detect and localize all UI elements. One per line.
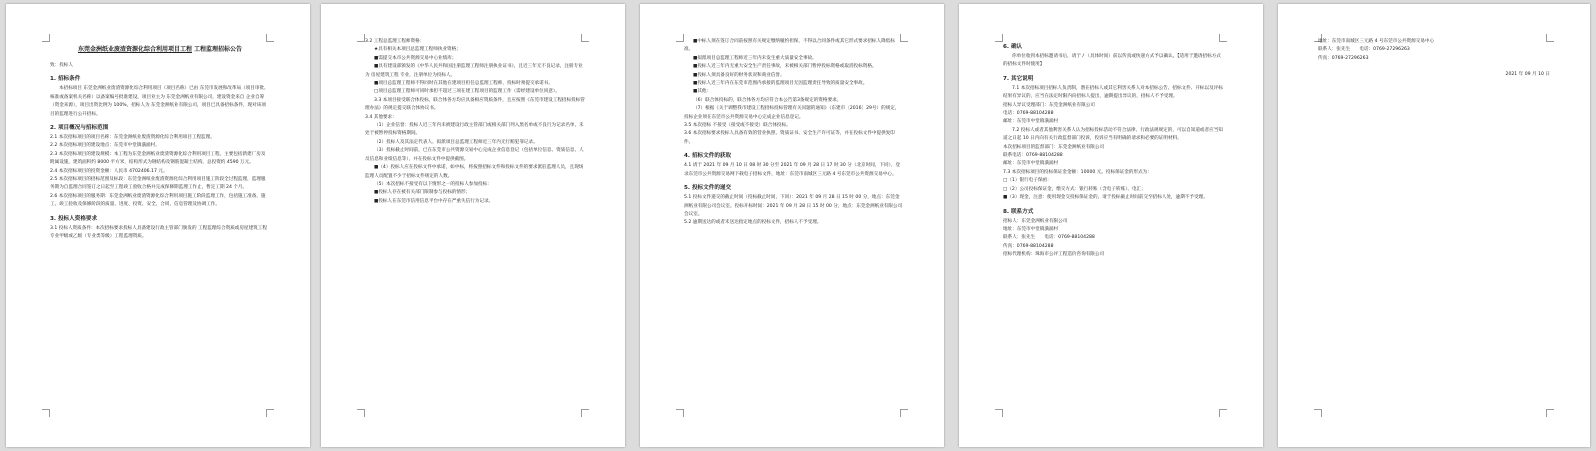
document-title: 东莞金洲纸业废渣资源化综合利用项目工程 工程监理招标公告 (77, 46, 243, 53)
paragraph: 5.1 投标文件递交的截止时间（投标截止时间，下同）：2021 年 09 月 28 日 15 时 00 分，地点：东莞金洲纸业有限公司会议室。投标开标时间：2021 年 09 月 28 日 15 时 00 分，地点：东莞金洲纸业有限公司会议室。 (684, 195, 903, 217)
paragraph: 5.2 逾期送达的或者未送达指定地点的投标文件，招标人不予受理。 (684, 220, 822, 226)
paragraph: ■（3）现金，注意：使用现金交投标保证金的，请于投标截止时间前交至招标人处，逾期不予受理。 (1003, 195, 1208, 201)
paragraph: 4.1 请于 2021 年 09 月 10 日 08 时 30 分至 2021 年 09 月 28 日 17 时 30 分（北京时间，下同），登录东莞市公共资源交易网下载电子招标文件，地址：东莞市南城区三元路 4 号东莞市公共资源交易中心。 (684, 163, 901, 177)
document-date: 2021 年 09 月 10 日 (1505, 72, 1550, 78)
paragraph: 3.6 本次招标要求投标人具备有效的营业执照、资质证书、安全生产许可证等，并在投标文件中提供复印件。 (684, 131, 895, 145)
paragraph: □（1）银行电子保函： (1003, 178, 1052, 184)
paragraph: 联系电话：0769-88104288 (1003, 153, 1063, 159)
document-page-3[interactable] (640, 4, 944, 447)
paragraph: （7）根据《关于调整我市建设工程招标投标管理有关问题的通知》（东建市〔2016〕29号）的规定，投标企业须在东莞市公共资源交易中心完成企业信息登记。 (684, 106, 900, 120)
paragraph: 7.3 本次招标项目的投标保证金金额：10000 元。投标保证金的形式为： (1003, 169, 1152, 175)
crop-mark (900, 409, 908, 417)
paragraph: ■投标人存在被有关部门限制参与投标的情形； (374, 190, 471, 196)
paragraph: 地址：东莞市中堂镇潢涌村 (1003, 226, 1059, 232)
paragraph: 招标代理机构：珠海市公评工程造价咨询有限公司 (1003, 252, 1105, 258)
paragraph: 本招标项目 东莞金洲纸业废渣资源化综合利用项目（项目名称）已由 东莞市发展和改革局（项目审批、核准或备案机关名称）以备案编号批准建设，项目业主为 东莞金洲纸业有限公司，建设资金来自 企业自筹（资金来源），项目出资比例为 100%，招标人为 东莞金洲纸业有限公司，项目已具备招标条件，现对该项目的监理进行公开招标。 (50, 86, 269, 117)
paragraph: ■需提交本市公共资源交易中心业绩库； (374, 55, 457, 61)
paragraph: （6）联合体投标的，联合体各方均应符合本公告第3条规定的资格要求。 (693, 97, 842, 103)
paragraph: （3）投标截止时间前，已在东莞市公共资源交易中心完成企业信息登记（包括单位信息、资质信息、人员信息和业绩信息等），并在投标文件中提供截图。 (365, 148, 584, 162)
paragraph: 2.4 本次招标项目的投资金额：人民币 4702406.17 元。 (50, 168, 168, 174)
section-heading: 8. 联系方式 (1003, 208, 1034, 215)
paragraph: 联系人：张先生 电话：0769-27296263 (1318, 47, 1410, 53)
paragraph: ■其他： (693, 89, 712, 95)
paragraph: 3.3 本项目接受联合体投标，联合体各方均应具备相应资质条件，且应按照《东莞市建设工程招标投标管理办法》的规定提交联合体协议书。 (365, 97, 585, 112)
paragraph: 3.2 工程总监理工程师资格： (365, 39, 425, 44)
paragraph: 招标人：东莞金洲纸业有限公司 (1003, 218, 1068, 224)
crop-mark (357, 409, 365, 417)
paragraph: 地址：东莞市南城区三元路 4 号东莞市公共资源交易中心 (1318, 39, 1435, 44)
paragraph: 传真：0769-27296263 (1318, 55, 1369, 61)
paragraph: 3.1 投标人资质条件：本次招标要求投标人具备建设行政主管部门颁发的 工程监理综合资质或房屋建筑工程专业甲级或乙级（专业类等级）工程监理资质。 (50, 225, 267, 240)
paragraph: ■中标人须在签订合同前按照有关规定缴纳履约担保，不得以合同条件或其它形式要求招标人降低标准。 (684, 39, 895, 53)
paragraph: 传真：0769-88104288 (1003, 243, 1054, 249)
section-heading: 5. 投标文件的递交 (684, 185, 732, 192)
crop-mark (676, 34, 684, 42)
section-heading: 2. 项目概况与招标范围 (50, 125, 109, 132)
crop-mark (676, 409, 684, 417)
paragraph: ■投标人在东莞市信用信息平台中存在严重失信行为记录。 (374, 198, 494, 204)
paragraph: 电话：0769-88104288 (1003, 111, 1054, 117)
paragraph: 邮址：东莞市中堂镇潢涌村 (1003, 161, 1059, 167)
crop-mark (581, 409, 589, 417)
paragraph: 3.4 其他要求： (365, 114, 397, 120)
crop-mark (266, 409, 274, 417)
section-heading: 1. 招标条件 (50, 76, 81, 83)
paragraph: ■项目总监理工程师不得同时在其他在建项目担任总监理工程师，投标时须提交承诺书。 (374, 81, 553, 87)
paragraph: 2.5 本次招标项目的招标范围及标段：东莞金洲纸业废渣资源化综合利用项目施工阶段全过程监理，监理服务期为自监理合同签订之日起至工程竣工验收合格并完成保修期监理工作止，暂定工期 24 个月。 (50, 177, 266, 191)
paragraph: 本次招标项目的监督部门：东莞金洲纸业有限公司 (1003, 144, 1105, 150)
paragraph: 2.2 本次招标项目的建设地点：东莞市中堂镇潢涌村。 (50, 143, 160, 149)
document-page-5[interactable] (1278, 4, 1590, 447)
paragraph: 7.2 投标人或者其他利害关系人认为招标投标活动不符合法律、行政法规规定的，可以自知道或者应当知道之日起 10 日内向有关行政监督部门投诉，投诉应当有明确的请求和必要的证明材料。 (1003, 127, 1223, 142)
paragraph: □项目总监理工程师可同时承担不超过三项在建工程项目的监理工作（需经建设单位同意）。 (374, 89, 560, 95)
paragraph: ■拟派项目总监理工程师近三年内未发生重大质量安全事故。 (693, 55, 817, 61)
paragraph: 你单位收到本招标邀请书后，请于 / （具体时间）前以传真或快递方式予以确认。【适用于邀请招标方式的招标文件时使用】 (1003, 54, 1221, 68)
paragraph: （1）企业信誉：投标人近三年内未被建设行政主管部门或相关部门列入黑名单或不良行为记录名单，未处于被暂停投标资格期间。 (365, 123, 584, 137)
paragraph: ★具有相关本项目总监理工程师执业资格； (374, 47, 461, 53)
paragraph: ■投标人近三年内无重大安全生产责任事故，未被相关部门暂停投标资格或取消投标资格。 (693, 64, 877, 70)
section-heading: 4. 招标文件的获取 (684, 153, 732, 160)
document-page-2[interactable] (321, 4, 625, 447)
paragraph: （5）本次招标不接受有以下情形之一的投标人参加投标： (374, 181, 492, 187)
paragraph: 招标人异议受理部门：东莞金洲纸业有限公司 (1003, 102, 1095, 108)
paragraph: （2）投标人及其法定代表人、拟派项目总监理工程师近三年内无行贿犯罪记录。 (374, 139, 538, 145)
paragraph: 2.1 本次招标项目的项目名称：东莞金洲纸业废渣资源化综合利用项目工程监理。 (50, 135, 215, 141)
paragraph: ■（4）投标人应在投标文件中承诺，如中标，将按照招标文件和投标文件的要求派驻监理人员，且现场监理人员配置不少于招标文件规定的人数。 (365, 165, 584, 179)
addressee: 致：投标人 (50, 63, 73, 68)
paragraph: 联系人：张先生 电话：0769-88104288 (1003, 235, 1095, 241)
crop-mark (1314, 409, 1322, 417)
crop-mark (995, 409, 1003, 417)
paragraph: □（2）公司投标保证金，缴交方式：银行转账（含电子转账）、电汇； (1003, 186, 1146, 192)
section-heading: 7. 其它说明 (1003, 75, 1034, 82)
section-heading: 3. 投标人资格要求 (50, 215, 98, 222)
paragraph: ■具有建设部颁发的《中华人民共和国注册监理工程师注册执业证书》，且近三年无不良记录，注册专业为 房屋建筑工程 专业，注册单位为投标人。 (365, 64, 583, 78)
document-page-1[interactable] (6, 4, 310, 447)
paragraph: 7.1 本次招标项目招标人负责制，潜在招标人或其它利害关系人对本招标公告、招标文件、开标以及评标结果有异议的，应当在法定时限内向招标人提出，逾期提出异议的，招标人不予受理。 (1003, 85, 1223, 100)
section-heading: 6. 确认 (1003, 44, 1023, 50)
crop-mark (995, 34, 1003, 42)
paragraph: 2.6 本次招标项目的服务期：东莞金洲纸业废渣资源化综合利用项目施工阶段监理工作，包括施工准备、施工、竣工验收及保修阶段的质量、进度、投资、安全、合同、信息管理及协调工作。 (50, 193, 266, 208)
crop-mark (42, 409, 50, 417)
paragraph: ■投标人须具备良好的财务状况和商业信誉。 (693, 72, 785, 78)
crop-mark (42, 34, 50, 42)
paragraph: ■投标人近三年内在东莞市范围内承接的监理项目无因监理责任导致的质量安全事故。 (693, 81, 868, 87)
paragraph: 3.5 本次招标 不接受（接受或不接受）联合体投标。 (684, 123, 791, 129)
paragraph: 邮址：东莞市中堂镇潢涌村 (1003, 119, 1059, 125)
document-page-4[interactable] (959, 4, 1263, 447)
crop-mark (1546, 409, 1554, 417)
crop-mark (1219, 409, 1227, 417)
paragraph: 2.3 本次招标项目的建设规模：本工程为东莞金洲纸业废渣资源化综合利用项目工程，主要包括新建厂房及附属设施，建筑面积约 8000 平方米，结构形式为钢结构及钢筋混凝土结构，总投资约 4590 万元。 (50, 151, 266, 166)
crop-mark (357, 34, 365, 42)
